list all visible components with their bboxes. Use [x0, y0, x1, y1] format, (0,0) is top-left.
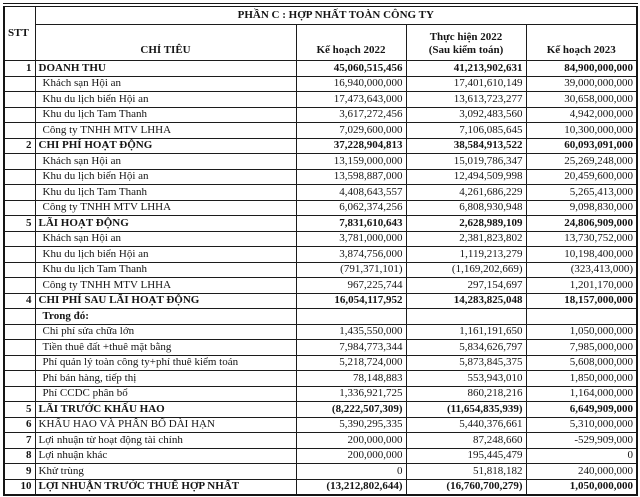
criteria-cell: Khu du lịch biển Hội an: [35, 247, 296, 263]
column-header-row: [4, 25, 637, 61]
plan-2023-cell: 5,310,000,000: [526, 417, 637, 433]
actual-2022-cell: 4,261,686,229: [406, 185, 526, 201]
plan-2022-cell: [296, 309, 406, 325]
stt-cell: [4, 107, 35, 123]
stt-cell: [4, 154, 35, 170]
table-row: [4, 448, 637, 464]
plan-2022-cell: 200,000,000: [296, 433, 406, 449]
actual-2022-cell: 553,943,010: [406, 371, 526, 387]
stt-cell: [4, 262, 35, 278]
actual-2022-cell: 860,218,216: [406, 386, 526, 402]
stt-cell: [4, 355, 35, 371]
criteria-cell: Khu du lịch Tam Thanh: [35, 262, 296, 278]
plan-2022-cell: 967,225,744: [296, 278, 406, 294]
actual-2022-cell: 5,440,376,661: [406, 417, 526, 433]
stt-cell: [4, 76, 35, 92]
criteria-cell: Công ty TNHH MTV LHHA: [35, 200, 296, 216]
plan-2022-cell: 200,000,000: [296, 448, 406, 464]
stt-cell: 10: [4, 479, 35, 495]
plan-2022-cell: 3,781,000,000: [296, 231, 406, 247]
plan-2022-cell: 7,984,773,344: [296, 340, 406, 356]
plan-2023-cell: 10,300,000,000: [526, 123, 637, 139]
table-row: [4, 92, 637, 108]
table-row: [4, 340, 637, 356]
column-header-actual-2022: [406, 25, 526, 61]
stt-cell: [4, 185, 35, 201]
criteria-cell: CHI PHÍ SAU LÃI HOẠT ĐỘNG: [35, 293, 296, 309]
actual-2022-cell: 1,161,191,650: [406, 324, 526, 340]
table-row: [4, 278, 637, 294]
plan-2023-cell: 6,649,909,000: [526, 402, 637, 418]
plan-2022-cell: 45,060,515,456: [296, 61, 406, 77]
actual-2022-cell: 87,248,660: [406, 433, 526, 449]
actual-2022-cell: 195,445,479: [406, 448, 526, 464]
table-row: [4, 402, 637, 418]
column-header-plan-2022: Kế hoạch 2022: [296, 25, 406, 61]
actual-2022-cell: 3,092,483,560: [406, 107, 526, 123]
plan-2023-cell: 5,265,413,000: [526, 185, 637, 201]
stt-cell: [4, 324, 35, 340]
actual-2022-cell: (11,654,835,939): [406, 402, 526, 418]
stt-cell: 5: [4, 216, 35, 232]
actual-2022-cell: 2,381,823,802: [406, 231, 526, 247]
column-header-plan-2023: Kế hoạch 2023: [526, 25, 637, 61]
table-row: [4, 479, 637, 495]
plan-2023-cell: 1,850,000,000: [526, 371, 637, 387]
criteria-cell: Công ty TNHH MTV LHHA: [35, 123, 296, 139]
table-row: [4, 216, 637, 232]
actual-2022-cell: 5,873,845,375: [406, 355, 526, 371]
criteria-cell: Khu du lịch Tam Thanh: [35, 185, 296, 201]
criteria-cell: Lợi nhuận khác: [35, 448, 296, 464]
title-row: [4, 5, 637, 25]
plan-2023-cell: 13,730,752,000: [526, 231, 637, 247]
column-header-actual-2022-line2: (Sau kiểm toán): [428, 44, 504, 56]
stt-cell: 7: [4, 433, 35, 449]
stt-cell: 8: [4, 448, 35, 464]
actual-2022-cell: 13,613,723,277: [406, 92, 526, 108]
criteria-cell: LÃI TRƯỚC KHẤU HAO: [35, 402, 296, 418]
table-row: [4, 262, 637, 278]
plan-2023-cell: 1,050,000,000: [526, 324, 637, 340]
actual-2022-cell: 1,119,213,279: [406, 247, 526, 263]
table-row: [4, 386, 637, 402]
stt-cell: [4, 200, 35, 216]
actual-2022-cell: 51,818,182: [406, 464, 526, 480]
plan-2022-cell: 78,148,883: [296, 371, 406, 387]
plan-2023-cell: 18,157,000,000: [526, 293, 637, 309]
criteria-cell: LỢI NHUẬN TRƯỚC THUẾ HỢP NHẤT: [35, 479, 296, 495]
plan-2022-cell: 17,473,643,000: [296, 92, 406, 108]
criteria-cell: Khách sạn Hội an: [35, 76, 296, 92]
criteria-cell: Công ty TNHH MTV LHHA: [35, 278, 296, 294]
plan-2022-cell: 7,029,600,000: [296, 123, 406, 139]
table-row: [4, 464, 637, 480]
plan-2022-cell: 1,336,921,725: [296, 386, 406, 402]
criteria-cell: CHI PHÍ HOẠT ĐỘNG: [35, 138, 296, 154]
stt-cell: [4, 92, 35, 108]
plan-2023-cell: 240,000,000: [526, 464, 637, 480]
criteria-cell: Phí CCDC phân bổ: [35, 386, 296, 402]
actual-2022-cell: 15,019,786,347: [406, 154, 526, 170]
plan-2023-cell: 1,164,000,000: [526, 386, 637, 402]
actual-2022-cell: 14,283,825,048: [406, 293, 526, 309]
table-row: [4, 355, 637, 371]
stt-cell: [4, 371, 35, 387]
table-row: [4, 324, 637, 340]
plan-2022-cell: 4,408,643,557: [296, 185, 406, 201]
stt-cell: [4, 231, 35, 247]
table-row: [4, 231, 637, 247]
consolidated-financial-table: [3, 3, 638, 496]
table-row: [4, 309, 637, 325]
table-row: [4, 185, 637, 201]
criteria-cell: Khách sạn Hội an: [35, 231, 296, 247]
plan-2023-cell: 7,985,000,000: [526, 340, 637, 356]
plan-2023-cell: 39,000,000,000: [526, 76, 637, 92]
criteria-cell: KHẤU HAO VÀ PHÂN BỔ DÀI HẠN: [35, 417, 296, 433]
column-header-stt: STT: [4, 5, 35, 61]
plan-2023-cell: -529,909,000: [526, 433, 637, 449]
plan-2023-cell: 25,269,248,000: [526, 154, 637, 170]
criteria-cell: Trong đó:: [35, 309, 296, 325]
column-header-criteria: CHỈ TIÊU: [35, 25, 296, 61]
plan-2023-cell: [526, 309, 637, 325]
table-row: [4, 371, 637, 387]
criteria-cell: Chi phí sửa chữa lớn: [35, 324, 296, 340]
plan-2022-cell: 5,390,295,335: [296, 417, 406, 433]
plan-2022-cell: 3,617,272,456: [296, 107, 406, 123]
actual-2022-cell: (16,760,700,279): [406, 479, 526, 495]
stt-cell: 4: [4, 293, 35, 309]
plan-2022-cell: 7,831,610,643: [296, 216, 406, 232]
table-row: [4, 433, 637, 449]
table-row: [4, 138, 637, 154]
stt-cell: [4, 340, 35, 356]
criteria-cell: LÃI HOẠT ĐỘNG: [35, 216, 296, 232]
criteria-cell: Khách sạn Hội an: [35, 154, 296, 170]
actual-2022-cell: (1,169,202,669): [406, 262, 526, 278]
table-row: [4, 61, 637, 77]
plan-2023-cell: 5,608,000,000: [526, 355, 637, 371]
table-row: [4, 169, 637, 185]
plan-2023-cell: 1,050,000,000: [526, 479, 637, 495]
plan-2022-cell: 5,218,724,000: [296, 355, 406, 371]
actual-2022-cell: 6,808,930,948: [406, 200, 526, 216]
criteria-cell: Khu du lịch Tam Thanh: [35, 107, 296, 123]
plan-2023-cell: 4,942,000,000: [526, 107, 637, 123]
criteria-cell: Tiền thuê đất +thuê mặt bằng: [35, 340, 296, 356]
scanned-report-page: [3, 3, 637, 496]
actual-2022-cell: 297,154,697: [406, 278, 526, 294]
plan-2022-cell: 6,062,374,256: [296, 200, 406, 216]
plan-2023-cell: 1,201,170,000: [526, 278, 637, 294]
actual-2022-cell: 12,494,509,998: [406, 169, 526, 185]
plan-2022-cell: (8,222,507,309): [296, 402, 406, 418]
stt-cell: 5: [4, 402, 35, 418]
table-row: [4, 200, 637, 216]
actual-2022-cell: 7,106,085,645: [406, 123, 526, 139]
plan-2023-cell: (323,413,000): [526, 262, 637, 278]
stt-cell: 9: [4, 464, 35, 480]
plan-2022-cell: 16,054,117,952: [296, 293, 406, 309]
table-row: [4, 247, 637, 263]
criteria-cell: Khử trùng: [35, 464, 296, 480]
plan-2023-cell: 20,459,600,000: [526, 169, 637, 185]
plan-2022-cell: 0: [296, 464, 406, 480]
plan-2023-cell: 24,806,909,000: [526, 216, 637, 232]
stt-cell: 1: [4, 61, 35, 77]
table-row: [4, 154, 637, 170]
actual-2022-cell: [406, 309, 526, 325]
plan-2023-cell: 0: [526, 448, 637, 464]
actual-2022-cell: 38,584,913,522: [406, 138, 526, 154]
table-row: [4, 76, 637, 92]
plan-2022-cell: (791,371,101): [296, 262, 406, 278]
actual-2022-cell: 17,401,610,149: [406, 76, 526, 92]
criteria-cell: Khu du lịch biển Hội an: [35, 92, 296, 108]
table-row: [4, 107, 637, 123]
plan-2023-cell: 30,658,000,000: [526, 92, 637, 108]
plan-2022-cell: 13,159,000,000: [296, 154, 406, 170]
stt-cell: [4, 386, 35, 402]
table-row: [4, 123, 637, 139]
table-row: [4, 293, 637, 309]
table-title: PHẦN C : HỢP NHẤT TOÀN CÔNG TY: [35, 5, 637, 25]
plan-2022-cell: 37,228,904,813: [296, 138, 406, 154]
stt-cell: 2: [4, 138, 35, 154]
stt-cell: 6: [4, 417, 35, 433]
plan-2022-cell: 16,940,000,000: [296, 76, 406, 92]
stt-cell: [4, 123, 35, 139]
table-row: [4, 417, 637, 433]
plan-2022-cell: 1,435,550,000: [296, 324, 406, 340]
stt-cell: [4, 247, 35, 263]
criteria-cell: Phí bán hàng, tiếp thị: [35, 371, 296, 387]
stt-cell: [4, 278, 35, 294]
criteria-cell: Phí quản lý toàn công ty+phí thuê kiểm toán: [35, 355, 296, 371]
plan-2023-cell: 10,198,400,000: [526, 247, 637, 263]
plan-2022-cell: (13,212,802,644): [296, 479, 406, 495]
actual-2022-cell: 5,834,626,797: [406, 340, 526, 356]
stt-cell: [4, 169, 35, 185]
stt-cell: [4, 309, 35, 325]
plan-2022-cell: 13,598,887,000: [296, 169, 406, 185]
plan-2023-cell: 84,900,000,000: [526, 61, 637, 77]
actual-2022-cell: 2,628,989,109: [406, 216, 526, 232]
plan-2023-cell: 9,098,830,000: [526, 200, 637, 216]
criteria-cell: Khu du lịch biển Hội an: [35, 169, 296, 185]
criteria-cell: DOANH THU: [35, 61, 296, 77]
criteria-cell: Lợi nhuận từ hoạt động tài chính: [35, 433, 296, 449]
plan-2023-cell: 60,093,091,000: [526, 138, 637, 154]
plan-2022-cell: 3,874,756,000: [296, 247, 406, 263]
actual-2022-cell: 41,213,902,631: [406, 61, 526, 77]
column-header-actual-2022-line1: Thực hiện 2022: [429, 31, 503, 43]
